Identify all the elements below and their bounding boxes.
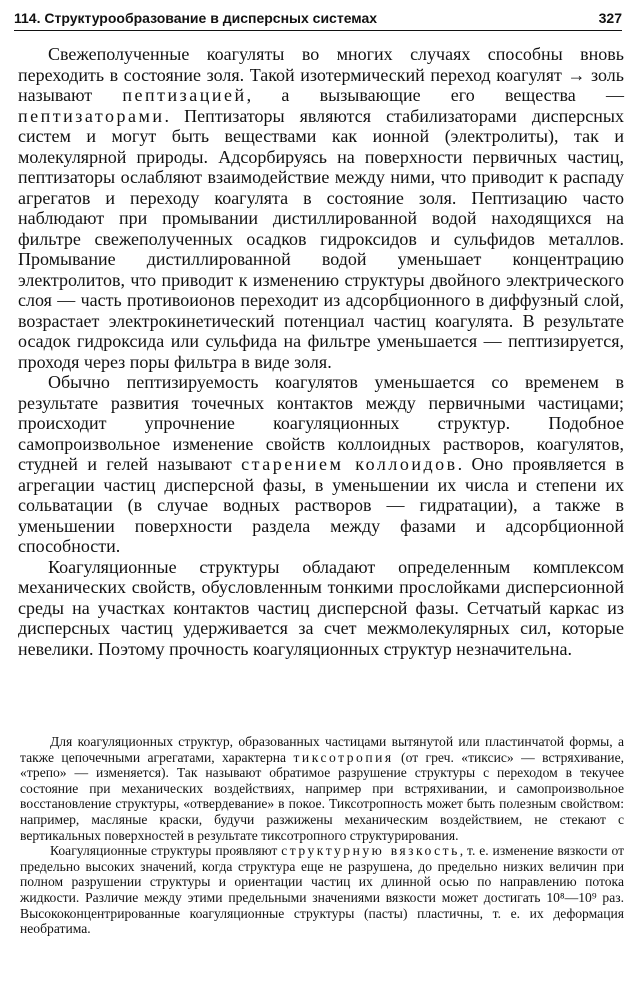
paragraph-peptization [18,44,624,372]
paragraph-aging [18,372,624,557]
main-text [18,44,624,659]
term-peptization: пептизацией [122,85,247,105]
text-segment: . Пептизаторы являются стабилизаторами дисперсных систем и могут быть веществами как ионной (электролиты), так и молекулярной природы. Адсорбируясь на поверхности первичных частиц, пептизаторы ослабляют взаимодействие между ними, что приводит к распаду агрегатов и переходу коагулята в состояние золя. Пептизацию часто наблюдают при промывании дистиллированной водой находящихся на фильтре свежеполученных осадков гидроксидов и сульфидов металлов. Промывание дистиллированной водой уменьшает концентрацию электролитов, что приводит к изменению структуры двойного электрического слоя — часть противоионов переходит из адсорбционного в диффузный слой, возрастает электрокинетический потенциал частиц коагулята. В результате осадок гидроксида или сульфида на фильтре уменьшается — пептизируется, проходя через поры фильтра в виде золя. [18,105,624,372]
text-segment: . Оно проявляется в агрегации частиц дисперсной фазы, в уменьшении их числа и степени их сольватации (в случае водных растворов — гидратации), а также в уменьшении поверхности раздела между фазами и адсорбционной способности. [18,454,624,556]
term-structural-viscosity: структурную вязкость [281,843,460,859]
text-segment: , т. е. изменение вязкости от предельно высоких значений, когда структура еще не разрушена, до предельно низких величин при полном разрушении структуры и ориентации частиц их длинной осью по направлению потока жидкости. Различие между этими предельными значениями вязкости может достигать [20,843,625,905]
text-segment: , а вызывающие его вещества — [246,85,624,105]
small-print-text [20,734,624,937]
paragraph-coagulation-structures: Коагуляционные структуры обладают определенным комплексом механических свойств, обусловленным тонкими прослойками дисперсионной среды на участках контактов частиц дисперсной фазы. Сетчатый каркас из дисперсных частиц удерживается за счет межмолекулярных сил, которые невелики. Поэтому прочность коагуляционных структур незначительна. [18,556,624,659]
text-segment: Для коагуляционных структур, образованных частицами вытянутой или пластинчатой формы, а также цепочечными агрегатами, характерна [20,734,624,765]
term-peptizers: пептизаторами [18,105,165,126]
section-title: 114. Структурообразование в дисперсных системах [14,10,378,26]
page-number: 327 [598,10,622,26]
running-header [14,6,622,31]
term-colloid-aging: старением коллоидов [241,454,458,474]
text-segment: (от греч. «тиксис» — встряхивание, «трепо» — изменяется). Так называют обратимое разрушение структуры с переходом в текучее состояние при механических воздействиях, например при встряхивании, и самопроизвольное восстановление структуры, «отвердевание» в покое. Тиксотропность может быть полезным свойством: например, масляные краски, будучи разжижены механическим воздействием, не стекают с вертикальных поверхностей в результате тиксотропного структурирования. [20,749,624,843]
text-segment: Обычно пептизируемость коагулятов уменьшается со временем в результате развития точечных контактов между первичными частицами; происходит упрочнение коагуляционных структур. Подобное самопроизвольное изменение свойств коллоидных растворов, коагулятов, студней и гелей называют [18,372,624,474]
text-segment: Свежеполученные коагуляты во многих случаях способны вновь переходить в состояние золя. Такой изотермический переход коагулят → золь называют [18,44,624,105]
paragraph-structural-viscosity [20,843,624,937]
viscosity-ratio: 10⁸—10⁹ [546,889,597,905]
text-segment: раз. Высококонцентрированные коагуляционные структуры (пасты) пластичны, т. е. их деформация необратима. [20,889,625,937]
text-segment: Коагуляционные структуры проявляют [50,843,282,859]
paragraph-thixotropy [20,734,624,843]
term-thixotropy: тиксотропия [293,749,394,765]
